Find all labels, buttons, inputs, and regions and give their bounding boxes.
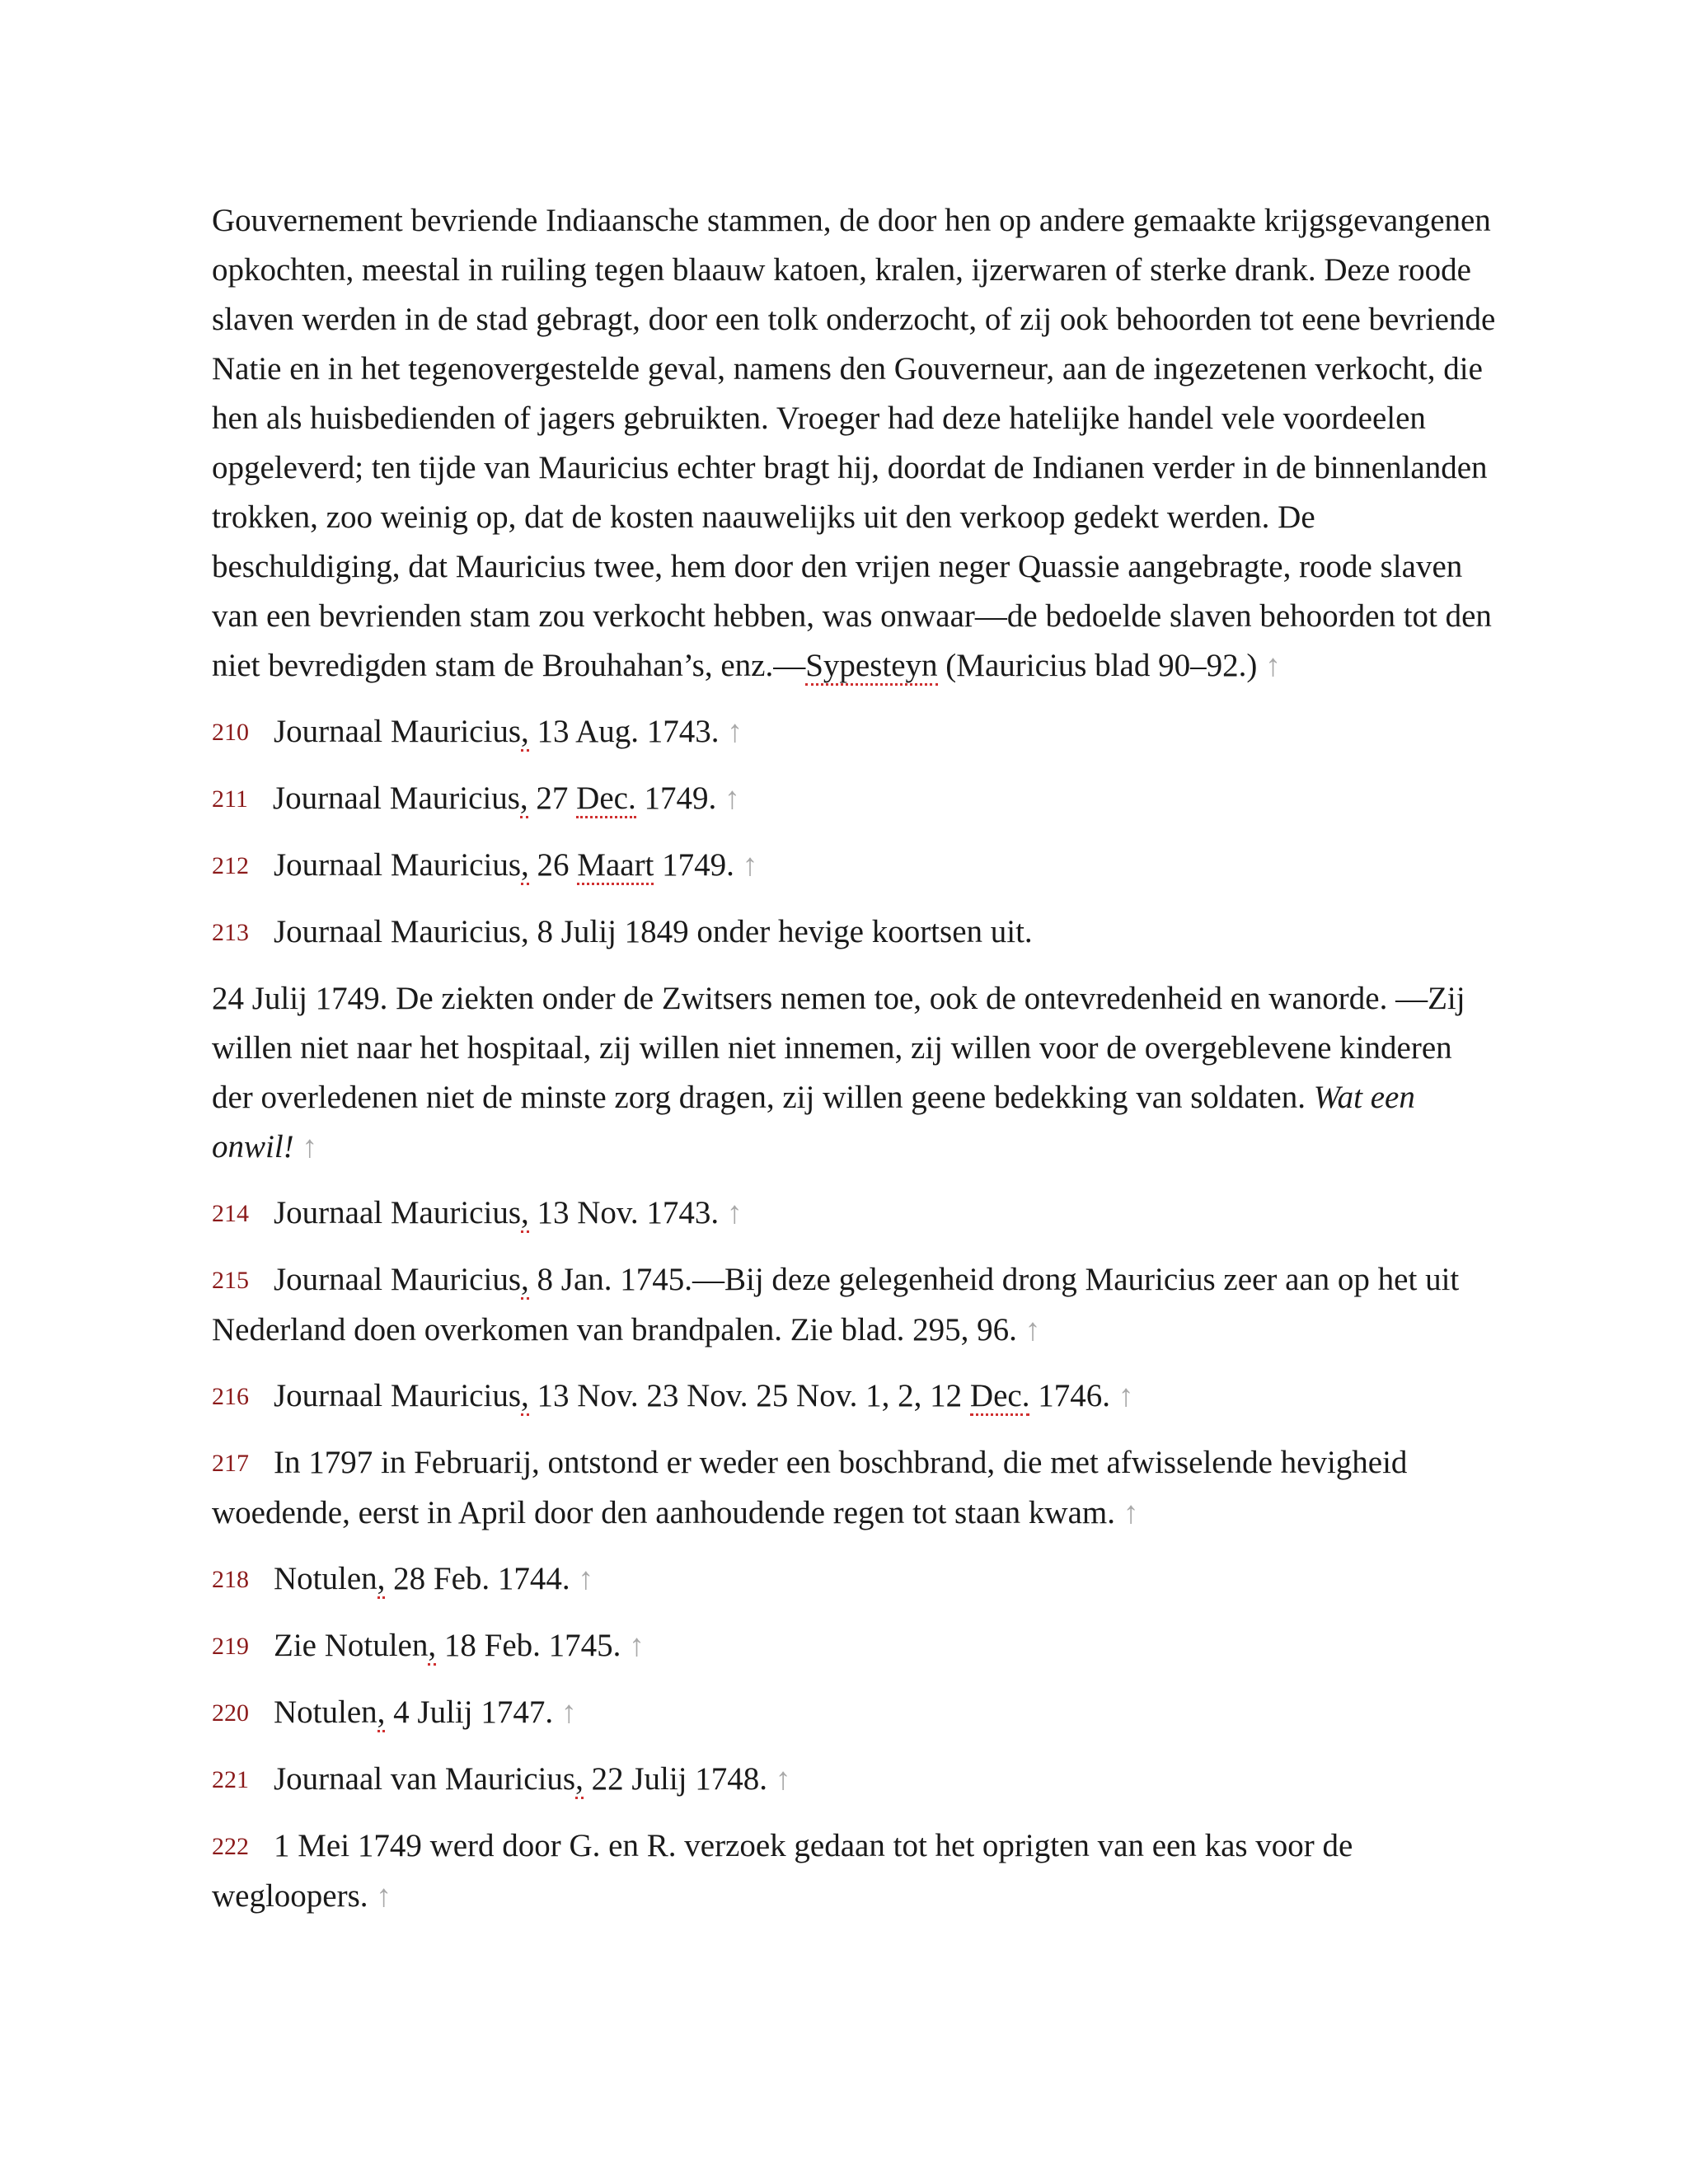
- footnote-213: 213 Journaal Mauricius, 8 Julij 1849 onder hevige koortsen uit.: [212, 907, 1498, 958]
- back-arrow-link[interactable]: ↑: [302, 1130, 318, 1165]
- back-arrow-link[interactable]: ↑: [1025, 1313, 1041, 1347]
- back-arrow-link[interactable]: ↑: [726, 1196, 743, 1230]
- footnote-216: 216 Journaal Mauricius, 13 Nov. 23 Nov. 25 Nov. 1, 2, 12 Dec. 1746. ↑: [212, 1371, 1498, 1422]
- footnote-214: 214 Journaal Mauricius, 13 Nov. 1743. ↑: [212, 1188, 1498, 1239]
- footnote-continuation: Gouvernement bevriende Indiaansche stammen, de door hen op andere gemaakte krijgsgevangenen opkochten, meestal in ruiling tegen blaauw katoen, kralen, ijzerwaren of sterke drank. Deze roode slaven werden in de stad gebragt, door een tolk onderzocht, of zij ook behoorden tot eene bevriende Natie en in het tegenovergestelde geval, namens den Gouverneur, aan de ingezetenen verkocht, die hen als huisbedienden of jagers gebruikten. Vroeger had deze hatelijke handel vele voordeelen opgeleverd; ten tijde van Mauricius echter bragt hij, doordat de Indianen verder in de binnenlanden trokken, zoo weinig op, dat de kosten naauwelijks uit den verkoop gedekt werden. De beschuldiging, dat Mauricius twee, hem door den vrijen neger Quassie aangebragte, roode slaven van een bevrienden stam zou verkocht hebben, was onwaar—de bedoelde slaven behoorden tot den niet bevredigden stam de Brouhahan’s, enz.—Sypesteyn (Mauricius blad 90–92.) ↑: [212, 196, 1498, 691]
- footnote-213-continuation: 24 Julij 1749. De ziekten onder de Zwitsers nemen toe, ook de ontevredenheid en wanorde. —Zij willen niet naar het hospitaal, zij willen niet innemen, zij willen voor de overgeblevene kinderen der overledenen niet de minste zorg dragen, zij willen geene bedekking van soldaten. Wat een onwil! ↑: [212, 981, 1465, 1165]
- footnotes-page: [212, 196, 1498, 1938]
- footnote-221: 221 Journaal van Mauricius, 22 Julij 1748. ↑: [212, 1755, 1498, 1805]
- footnote-211: 211 Journaal Mauricius, 27 Dec. 1749. ↑: [212, 774, 1498, 824]
- footnote-number: 215: [212, 1267, 249, 1294]
- footnote-212: 212 Journaal Mauricius, 26 Maart 1749. ↑: [212, 841, 1498, 891]
- footnote-number: 222: [212, 1833, 249, 1860]
- footnote-number: 219: [212, 1633, 249, 1660]
- footnote-number: 214: [212, 1200, 249, 1227]
- back-arrow-link[interactable]: ↑: [1123, 1496, 1139, 1530]
- footnote-222: 222 1 Mei 1749 werd door G. en R. verzoek gedaan tot het oprigten van een kas voor de wegloopers. ↑: [212, 1821, 1498, 1921]
- footnote-number: 218: [212, 1566, 249, 1593]
- footnote-number: 220: [212, 1699, 249, 1727]
- footnote-number: 221: [212, 1766, 249, 1793]
- footnote-215: 215 Journaal Mauricius, 8 Jan. 1745.—Bij deze gelegenheid drong Mauricius zeer aan op het uit Nederland doen overkomen van brandpalen. Zie blad. 295, 96. ↑: [212, 1255, 1498, 1355]
- footnote-210: 210 Journaal Mauricius, 13 Aug. 1743. ↑: [212, 707, 1498, 757]
- back-arrow-link[interactable]: ↑: [742, 848, 758, 883]
- footnote-217: 217 In 1797 in Februarij, ontstond er weder een boschbrand, die met afwisselende hevigheid woedende, eerst in April door den aanhoudende regen tot staan kwam. ↑: [212, 1438, 1498, 1538]
- back-arrow-link[interactable]: ↑: [727, 715, 743, 749]
- footnote-220: 220 Notulen, 4 Julij 1747. ↑: [212, 1688, 1498, 1738]
- footnote-number: 211: [212, 785, 248, 813]
- back-arrow-link[interactable]: ↑: [629, 1629, 645, 1663]
- back-arrow-link[interactable]: ↑: [1265, 649, 1282, 683]
- back-arrow-link[interactable]: ↑: [560, 1695, 577, 1730]
- footnote-number: 216: [212, 1383, 249, 1410]
- footnote-number: 210: [212, 719, 249, 746]
- footnote-number: 217: [212, 1450, 249, 1477]
- back-arrow-link[interactable]: ↑: [376, 1879, 392, 1914]
- back-arrow-link[interactable]: ↑: [578, 1562, 594, 1596]
- sypesteyn-link[interactable]: Sypesteyn: [805, 648, 937, 686]
- back-arrow-link[interactable]: ↑: [775, 1762, 791, 1797]
- footnote-219: 219 Zie Notulen, 18 Feb. 1745. ↑: [212, 1621, 1498, 1671]
- footnote-218: 218 Notulen, 28 Feb. 1744. ↑: [212, 1554, 1498, 1605]
- back-arrow-link[interactable]: ↑: [1118, 1379, 1134, 1413]
- footnote-number: 212: [212, 852, 249, 879]
- back-arrow-link[interactable]: ↑: [724, 781, 740, 816]
- footnote-number: 213: [212, 919, 249, 946]
